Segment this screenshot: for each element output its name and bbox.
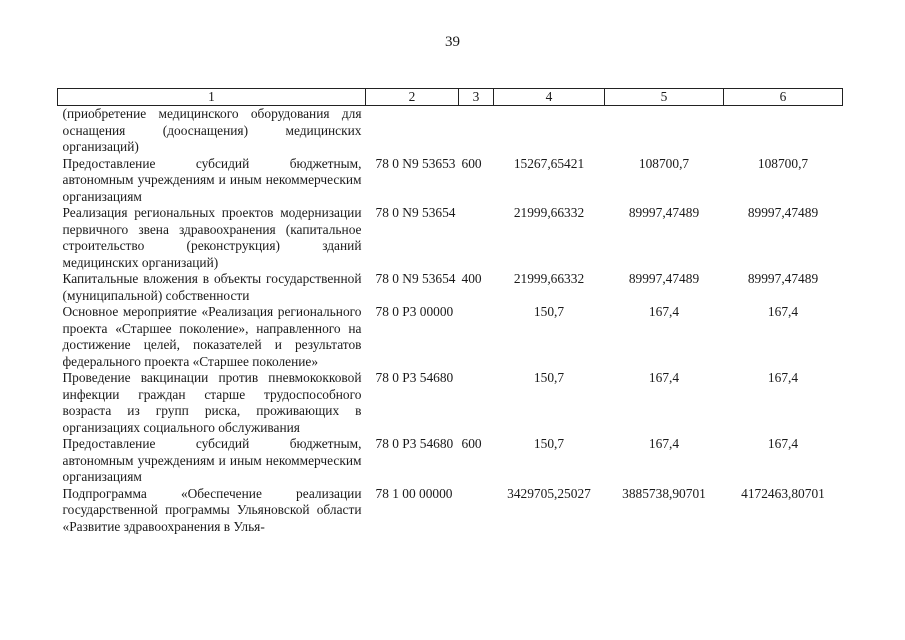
row-value-2: 167,4 — [648, 436, 680, 451]
row-value-1: 21999,66332 — [513, 205, 585, 220]
row-expense-type: 600 — [461, 436, 482, 451]
row-value-3: 4172463,80701 — [741, 485, 825, 501]
row-value-3: 167,4 — [767, 436, 799, 451]
row-value-1: 150,7 — [533, 304, 565, 319]
row-name: Предоставление субсидий бюджетным, автономным учреждениям и иным некоммерческим организациям — [62, 436, 362, 484]
row-target-code — [366, 106, 459, 156]
row-value-1: 3429705,25027 — [507, 485, 591, 501]
row-name: Капитальные вложения в объекты государственной (муниципальной) собственности — [62, 271, 362, 303]
header-col-1: 1 — [58, 89, 366, 106]
row-target-code: 78 0 N9 53654 — [375, 271, 456, 286]
row-value-3: 89997,47489 — [747, 271, 819, 286]
row-value-3 — [724, 106, 843, 156]
row-value-3: 89997,47489 — [747, 205, 819, 220]
row-value-2: 108700,7 — [638, 155, 690, 171]
row-target-code: 78 1 00 00000 — [375, 485, 453, 501]
row-expense-type — [459, 370, 494, 436]
row-expense-type: 400 — [461, 271, 482, 286]
row-target-code: 78 0 P3 54680 — [375, 370, 454, 385]
row-expense-type — [459, 486, 494, 536]
row-expense-type — [459, 304, 494, 370]
table-row — [58, 156, 843, 206]
row-value-3: 108700,7 — [757, 155, 809, 171]
row-name: Проведение вакцинации против пневмококковой инфекции граждан старше трудоспособного возраста из групп риска, проживающих в организациях социального обслуживания — [62, 370, 362, 435]
row-name: (приобретение медицинского оборудования для оснащения (дооснащения) медицинских организаций) — [62, 106, 362, 154]
header-col-2: 2 — [366, 89, 459, 106]
row-value-3: 167,4 — [767, 304, 799, 319]
table-row — [58, 205, 843, 271]
table-row — [58, 271, 843, 304]
table-row — [58, 486, 843, 536]
row-value-2: 89997,47489 — [628, 205, 700, 220]
row-value-3: 167,4 — [767, 370, 799, 385]
row-expense-type — [459, 205, 494, 271]
row-value-2: 167,4 — [648, 304, 680, 319]
row-value-1: 21999,66332 — [513, 271, 585, 286]
header-col-3: 3 — [459, 89, 494, 106]
header-col-6: 6 — [724, 89, 843, 106]
row-value-1: 150,7 — [533, 436, 565, 451]
table-row — [58, 370, 843, 436]
table-header — [58, 89, 843, 106]
row-value-2: 167,4 — [648, 370, 680, 385]
row-target-code: 78 0 P3 54680 — [375, 436, 454, 451]
row-name: Реализация региональных проектов модернизации первичного звена здравоохранения (капитальное строительство (реконструкция) зданий медицинских организаций) — [62, 205, 362, 270]
row-value-2 — [605, 106, 724, 156]
table-row — [58, 436, 843, 486]
table-row — [58, 304, 843, 370]
row-expense-type — [459, 106, 494, 156]
row-name: Основное мероприятие «Реализация регионального проекта «Старшее поколение», направленного на достижение целей, показателей и результатов федерального проекта «Старшее поколение» — [62, 304, 362, 369]
row-value-1: 15267,65421 — [513, 155, 585, 171]
row-value-2: 3885738,90701 — [622, 485, 706, 501]
row-name: Подпрограмма «Обеспечение реализации государственной программы Ульяновской области «Развитие здравоохранения в Улья- — [62, 485, 362, 534]
row-value-2: 89997,47489 — [628, 271, 700, 286]
row-target-code: 78 0 P3 00000 — [375, 304, 454, 319]
page-number: 39 — [445, 34, 460, 50]
header-col-4: 4 — [494, 89, 605, 106]
row-expense-type: 600 — [461, 155, 482, 171]
table-row — [58, 106, 843, 156]
row-value-1: 150,7 — [533, 370, 565, 385]
row-value-1 — [494, 106, 605, 156]
row-target-code: 78 0 N9 53653 — [375, 155, 456, 171]
header-col-5: 5 — [605, 89, 724, 106]
row-name: Предоставление субсидий бюджетным, автономным учреждениям и иным некоммерческим организациям — [62, 155, 362, 204]
budget-table — [57, 88, 843, 535]
row-target-code: 78 0 N9 53654 — [375, 205, 456, 220]
